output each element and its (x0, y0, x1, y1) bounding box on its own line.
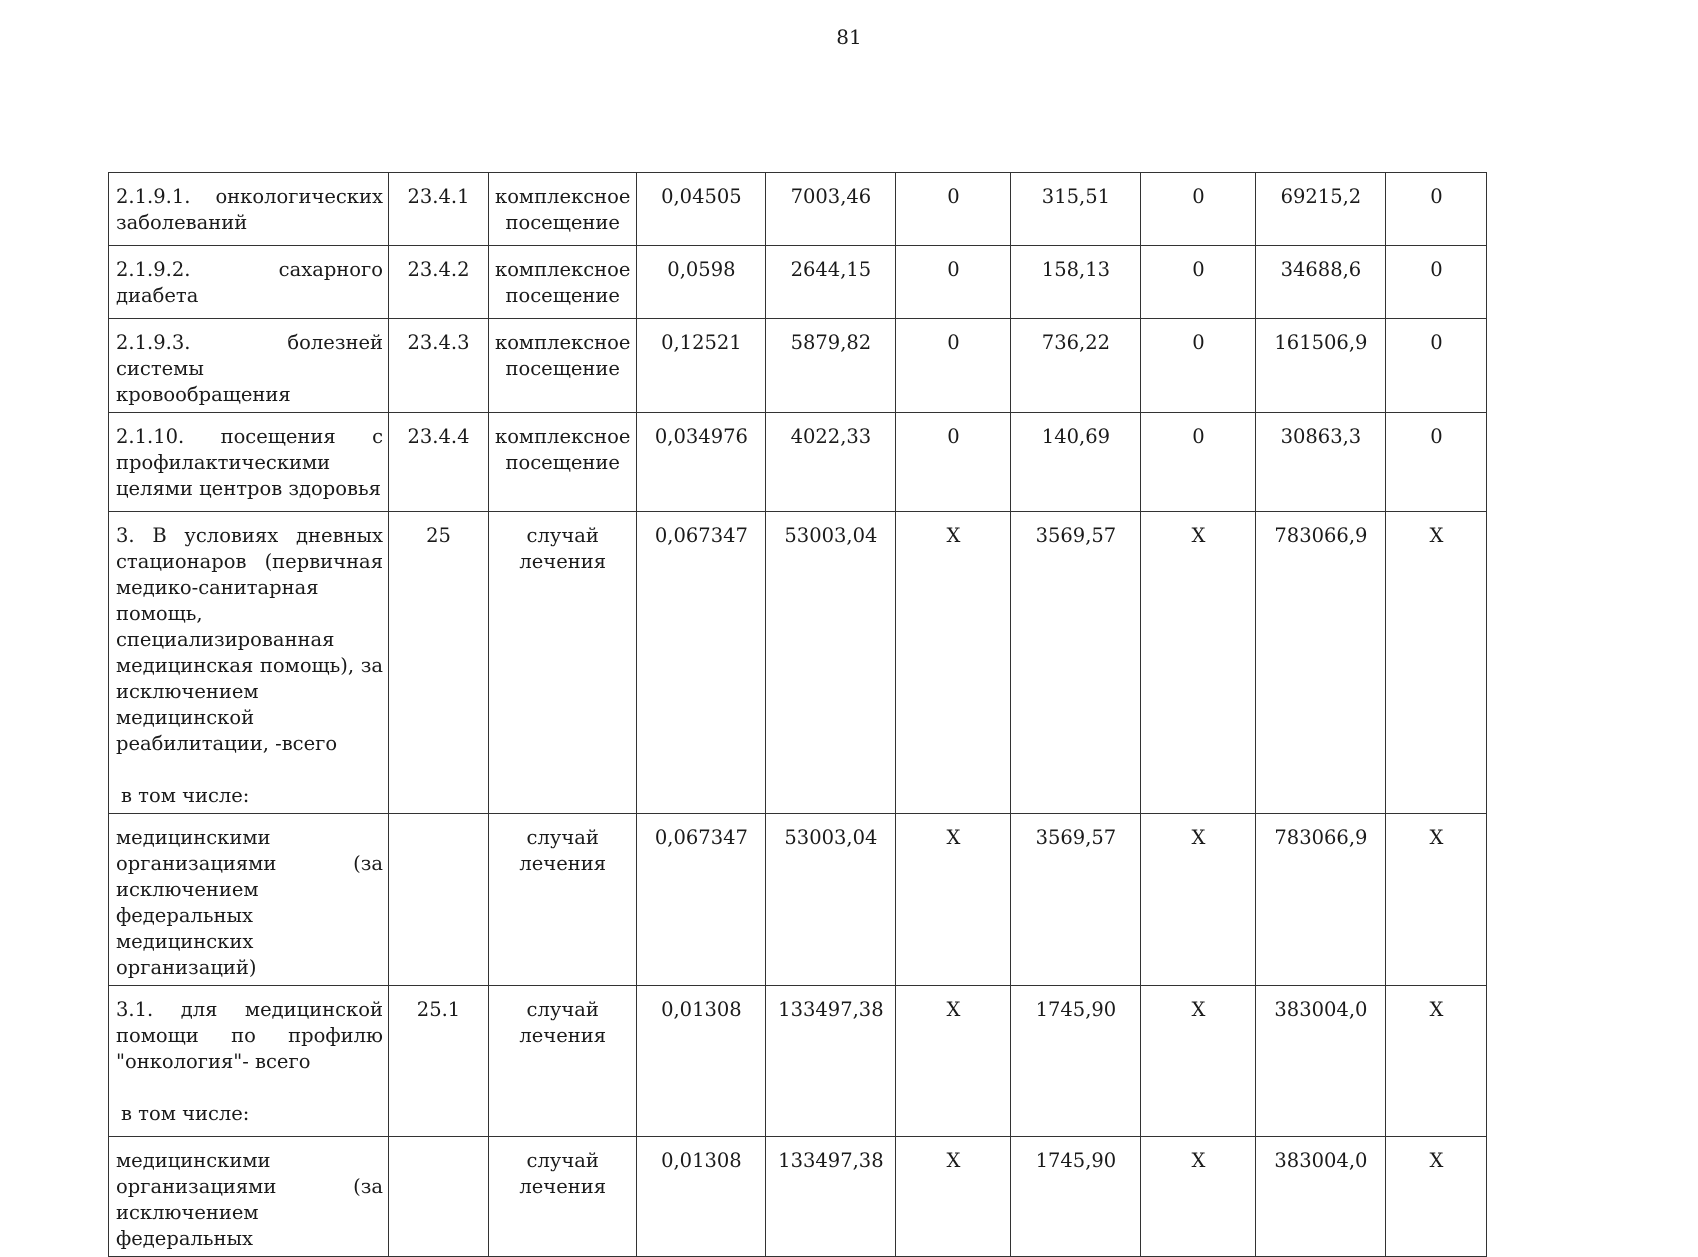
row-value-c5: 2644,15 (766, 246, 896, 319)
row-value-c6: 0 (896, 413, 1011, 512)
row-value-c8: Х (1141, 512, 1256, 814)
row-name-cell (109, 814, 389, 986)
table-row (109, 986, 1487, 1137)
row-unit: случай лечения (489, 986, 637, 1137)
row-name: 3.1. для медицинской помощи по профилю "онкология"- всего (116, 998, 383, 1073)
row-value-c4: 0,01308 (637, 986, 766, 1137)
row-value-c6: Х (896, 986, 1011, 1137)
row-value-c9: 30863,3 (1256, 413, 1386, 512)
row-name-sub: в том числе: (121, 1102, 250, 1125)
row-value-c9: 783066,9 (1256, 814, 1386, 986)
row-value-c5: 4022,33 (766, 413, 896, 512)
row-value-c8: Х (1141, 1137, 1256, 1257)
row-value-c10: 0 (1386, 413, 1487, 512)
medical-care-volume-table (108, 172, 1487, 1257)
row-name-cell (109, 246, 389, 319)
row-value-c8: 0 (1141, 413, 1256, 512)
row-value-c4: 0,12521 (637, 319, 766, 413)
row-name-cell (109, 413, 389, 512)
row-code: 23.4.4 (389, 413, 489, 512)
row-value-c5: 5879,82 (766, 319, 896, 413)
row-value-c5: 7003,46 (766, 173, 896, 246)
row-name: 2.1.9.2. сахарного диабета (116, 258, 383, 307)
row-value-c7: 315,51 (1011, 173, 1141, 246)
row-value-c4: 0,067347 (637, 814, 766, 986)
row-unit: случай лечения (489, 814, 637, 986)
row-value-c5: 53003,04 (766, 814, 896, 986)
row-value-c6: 0 (896, 319, 1011, 413)
row-unit: комплексное посещение (489, 319, 637, 413)
row-value-c4: 0,0598 (637, 246, 766, 319)
row-name: медицинскими организациями (за исключением федеральных (116, 1149, 383, 1250)
row-value-c5: 133497,38 (766, 1137, 896, 1257)
table-row (109, 1137, 1487, 1257)
row-value-c6: Х (896, 1137, 1011, 1257)
row-value-c9: 383004,0 (1256, 986, 1386, 1137)
row-value-c8: 0 (1141, 319, 1256, 413)
row-name: 2.1.9.3. болезней системы кровообращения (116, 331, 383, 406)
row-value-c6: 0 (896, 173, 1011, 246)
row-name-cell (109, 319, 389, 413)
row-value-c7: 1745,90 (1011, 986, 1141, 1137)
table-row (109, 413, 1487, 512)
table-body (109, 173, 1487, 1257)
row-name-cell (109, 1137, 389, 1257)
row-value-c9: 34688,6 (1256, 246, 1386, 319)
row-name: 3. В условиях дневных стационаров (первичная медико-санитарная помощь, специализированная медицинская помощь), за исключением медицинской реабилитации, -всего (116, 524, 383, 755)
row-value-c9: 383004,0 (1256, 1137, 1386, 1257)
table-row (109, 173, 1487, 246)
row-value-c4: 0,04505 (637, 173, 766, 246)
row-value-c9: 69215,2 (1256, 173, 1386, 246)
row-value-c4: 0,034976 (637, 413, 766, 512)
row-code: 23.4.2 (389, 246, 489, 319)
row-value-c7: 1745,90 (1011, 1137, 1141, 1257)
row-name-cell (109, 173, 389, 246)
row-value-c4: 0,067347 (637, 512, 766, 814)
row-name-cell (109, 512, 389, 814)
row-name-sub: в том числе: (121, 784, 250, 807)
row-code: 23.4.3 (389, 319, 489, 413)
table-row (109, 512, 1487, 814)
row-value-c10: 0 (1386, 246, 1487, 319)
row-value-c10: Х (1386, 1137, 1487, 1257)
page-number: 81 (836, 25, 862, 49)
row-value-c10: Х (1386, 986, 1487, 1137)
row-value-c9: 783066,9 (1256, 512, 1386, 814)
row-code: 23.4.1 (389, 173, 489, 246)
row-name-cell (109, 986, 389, 1137)
row-name: 2.1.9.1. онкологических заболеваний (116, 185, 383, 234)
table-row (109, 319, 1487, 413)
row-unit: случай лечения (489, 512, 637, 814)
row-value-c10: Х (1386, 814, 1487, 986)
row-value-c8: 0 (1141, 246, 1256, 319)
row-unit: комплексное посещение (489, 173, 637, 246)
row-value-c7: 158,13 (1011, 246, 1141, 319)
row-unit: случай лечения (489, 1137, 637, 1257)
row-value-c5: 53003,04 (766, 512, 896, 814)
row-value-c6: Х (896, 512, 1011, 814)
row-value-c10: 0 (1386, 173, 1487, 246)
row-value-c8: Х (1141, 814, 1256, 986)
row-code (389, 814, 489, 986)
row-name: 2.1.10. посещения с профилактическими целями центров здоровья (116, 425, 383, 500)
row-value-c7: 3569,57 (1011, 512, 1141, 814)
row-value-c4: 0,01308 (637, 1137, 766, 1257)
row-code: 25.1 (389, 986, 489, 1137)
table-row (109, 246, 1487, 319)
row-value-c8: 0 (1141, 173, 1256, 246)
row-code: 25 (389, 512, 489, 814)
row-name: медицинскими организациями (за исключением федеральных медицинских организаций) (116, 826, 383, 979)
row-value-c7: 736,22 (1011, 319, 1141, 413)
row-value-c6: 0 (896, 246, 1011, 319)
row-value-c7: 3569,57 (1011, 814, 1141, 986)
row-value-c10: Х (1386, 512, 1487, 814)
row-unit: комплексное посещение (489, 413, 637, 512)
table-row (109, 814, 1487, 986)
row-unit: комплексное посещение (489, 246, 637, 319)
row-value-c8: Х (1141, 986, 1256, 1137)
row-value-c5: 133497,38 (766, 986, 896, 1137)
row-value-c6: Х (896, 814, 1011, 986)
row-code (389, 1137, 489, 1257)
row-value-c9: 161506,9 (1256, 319, 1386, 413)
row-value-c10: 0 (1386, 319, 1487, 413)
row-value-c7: 140,69 (1011, 413, 1141, 512)
